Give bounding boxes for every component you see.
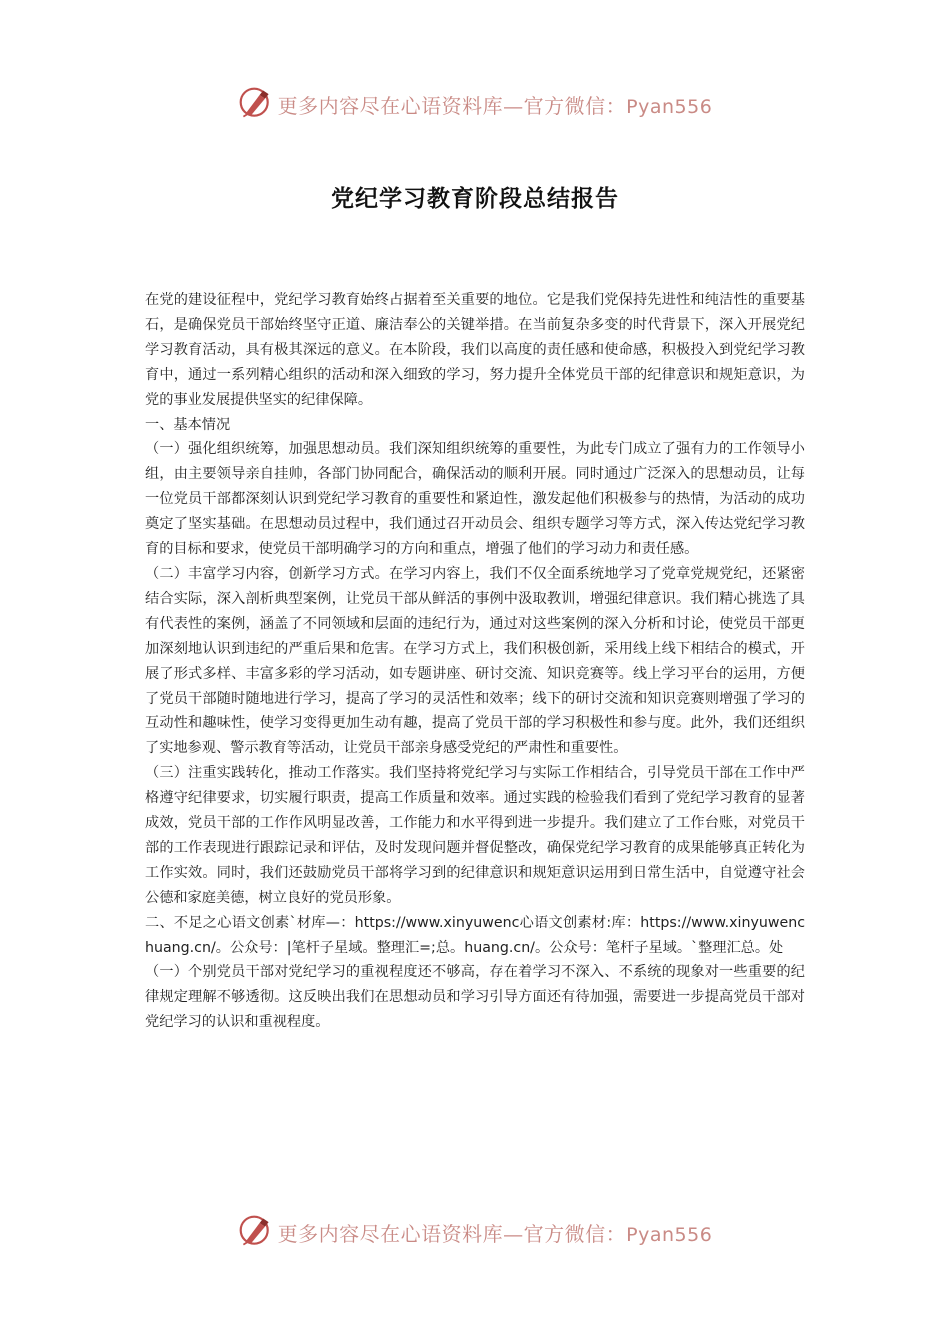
paragraph-1-1: （一）强化组织统筹，加强思想动员。我们深知组织统筹的重要性，为此专门成立了强有力的工作领导小组，由主要领导亲自挂帅，各部门协同配合，确保活动的顺利开展。同时通过广泛深入的思想动员，让每一位党员干部都深刻认识到党纪学习教育的重要性和紧迫性，激发起他们积极参与的热情，为活动的成功奠定了坚实基础。在思想动员过程中，我们通过召开动员会、组织专题学习等方式，深入传达党纪学习教育的目标和要求，使党员干部明确学习的方向和重点，增强了他们的学习动力和责任感。: [145, 441, 805, 558]
wechat-handle: Pyan556: [626, 95, 713, 118]
paragraph-2-1: （一）个别党员干部对党纪学习的重视程度还不够高，存在着学习不深入、不系统的现象对一些重要的纪律规定理解不够透彻。这反映出我们在思想动员和学习引导方面还有待加强，需要进一步提高党员干部对党纪学习的认识和重视程度。: [145, 964, 805, 1031]
intro-paragraph: 在党的建设征程中，党纪学习教育始终占据着至关重要的地位。它是我们党保持先进性和纯洁性的重要基石，是确保党员干部始终坚守正道、廉洁奉公的关键举措。在当前复杂多变的时代背景下，深入开展党纪学习教育活动，具有极其深远的意义。在本阶段，我们以高度的责任感和使命感，积极投入到党纪学习教育中，通过一系列精心组织的活动和深入细致的学习，努力提升全体党员干部的纪律意识和规矩意识，为党的事业发展提供坚实的纪律保障。: [145, 292, 805, 408]
section-heading-1: 一、基本情况: [145, 416, 231, 433]
banner-text: 更多内容尽在心语资料库—官方微信：Pyan556: [277, 93, 713, 118]
paragraph-1-2: （二）丰富学习内容，创新学习方式。在学习内容上，我们不仅全面系统地学习了党章党规党纪，还紧密结合实际，深入剖析典型案例，让党员干部从鲜活的事例中汲取教训，增强纪律意识。我们精心挑选了具有代表性的案例，涵盖了不同领域和层面的违纪行为，通过对这些案例的深入分析和讨论，使党员干部更加深刻地认识到违纪的严重后果和危害。在学习方式上，我们积极创新，采用线上线下相结合的模式，开展了形式多样、丰富多彩的学习活动，如专题讲座、研讨交流、知识竞赛等。线上学习平台的运用，方便了党员干部随时随地进行学习，提高了学习的灵活性和效率；线下的研讨交流和知识竞赛则增强了学习的互动性和趣味性，使学习变得更加生动有趣，提高了党员干部的学习积极性和参与度。此外，我们还组织了实地参观、警示教育等活动，让党员干部亲身感受党纪的严肃性和重要性。: [145, 565, 805, 757]
pen-nib-logo-icon: [238, 1214, 274, 1250]
banner-text: 更多内容尽在心语资料库—官方微信：Pyan556: [277, 1221, 713, 1246]
pen-nib-logo-icon: [238, 86, 274, 122]
document-body: [145, 288, 805, 1035]
section-heading-2-watermarked: 二、不足之心语文创素`材库—：https://www.xinyuwenc心语文创素材:库：https://www.xinyuwenchuang.cn/。公众号：|笔杆子星域。整理汇=;总。huang.cn/。公众号：笔杆子星域。`整理汇总。处: [145, 914, 805, 956]
paragraph-1-3: （三）注重实践转化，推动工作落实。我们坚持将党纪学习与实际工作相结合，引导党员干部在工作中严格遵守纪律要求，切实履行职责，提高工作质量和效率。通过实践的检验我们看到了党纪学习教育的显著成效，党员干部的工作作风明显改善，工作能力和水平得到进一步提升。我们建立了工作台账，对党员干部的工作表现进行跟踪记录和评估，及时发现问题并督促整改，确保党纪学习教育的成果能够真正转化为工作实效。同时，我们还鼓励党员干部将学习到的纪律意识和规矩意识运用到日常生活中，自觉遵守社会公德和家庭美德，树立良好的党员形象。: [145, 765, 805, 906]
footer-banner: [0, 1212, 950, 1252]
wechat-handle: Pyan556: [626, 1223, 713, 1246]
document-title: 党纪学习教育阶段总结报告: [331, 185, 619, 212]
header-banner: [0, 84, 950, 124]
